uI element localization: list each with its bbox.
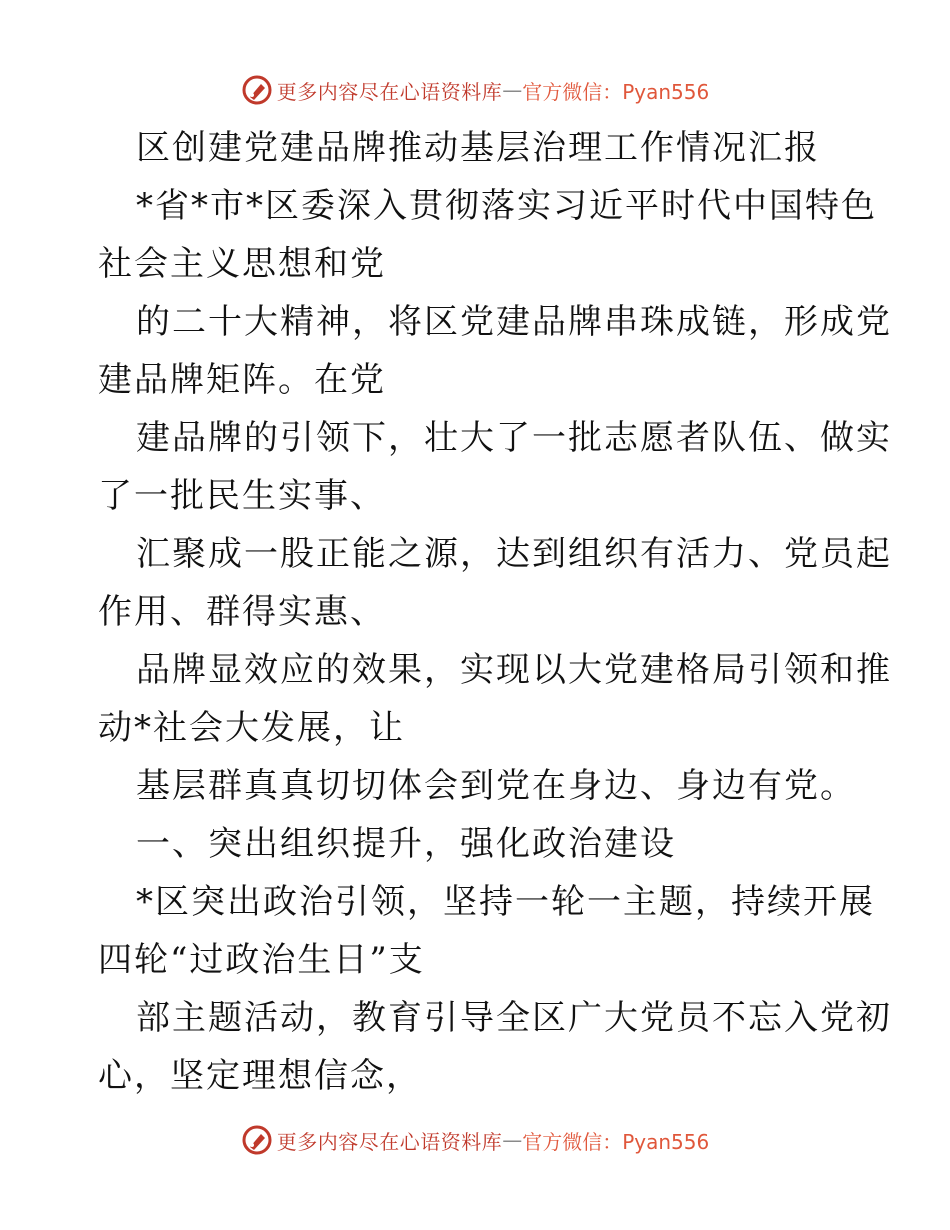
paragraph-line: *区突出政治引领，坚持一轮一主题，持续开展: [136, 882, 875, 922]
paragraph-line: 动*社会大发展，让: [98, 708, 405, 748]
paragraph-line: 的二十大精神，将区党建品牌串珠成链，形成党: [136, 302, 892, 342]
paragraph-line: 社会主义思想和党: [98, 244, 386, 284]
paragraph-line: 汇聚成一股正能之源，达到组织有活力、党员起: [136, 534, 892, 574]
document-title: 区创建党建品牌推动基层治理工作情况汇报: [136, 128, 820, 168]
banner-wechat: 官方微信：Pyan556: [522, 1129, 710, 1154]
paragraph-line: 建品牌矩阵。在党: [98, 360, 386, 400]
banner-wechat: 官方微信：Pyan556: [522, 79, 710, 104]
footer-watermark-banner: [0, 1120, 950, 1160]
paragraph-line: 部主题活动，教育引导全区广大党员不忘入党初: [136, 998, 892, 1038]
banner-text: 更多内容尽在心语资料库: [276, 79, 503, 104]
header-watermark-banner: [0, 70, 950, 110]
paragraph-line: 品牌显效应的效果，实现以大党建格局引领和推: [136, 650, 892, 690]
paragraph-line: 了一批民生实事、: [98, 476, 386, 516]
paragraph-line: 作用、群得实惠、: [98, 592, 386, 632]
section-heading: 一、突出组织提升，强化政治建设: [136, 824, 676, 864]
paragraph-line: 基层群真真切切体会到党在身边、身边有党。: [136, 766, 856, 806]
pen-nib-logo-icon: [241, 74, 273, 106]
paragraph-line: 心，坚定理想信念，: [98, 1056, 422, 1096]
pen-nib-logo-icon: [241, 1124, 273, 1156]
paragraph-line: 四轮“过政治生日”支: [98, 940, 425, 980]
banner-separator: —: [502, 1128, 523, 1152]
paragraph-line: *省*市*区委深入贯彻落实习近平时代中国特色: [136, 186, 877, 226]
banner-text: 更多内容尽在心语资料库: [276, 1129, 503, 1154]
banner-separator: —: [502, 78, 523, 102]
paragraph-line: 建品牌的引领下，壮大了一批志愿者队伍、做实: [136, 418, 892, 458]
